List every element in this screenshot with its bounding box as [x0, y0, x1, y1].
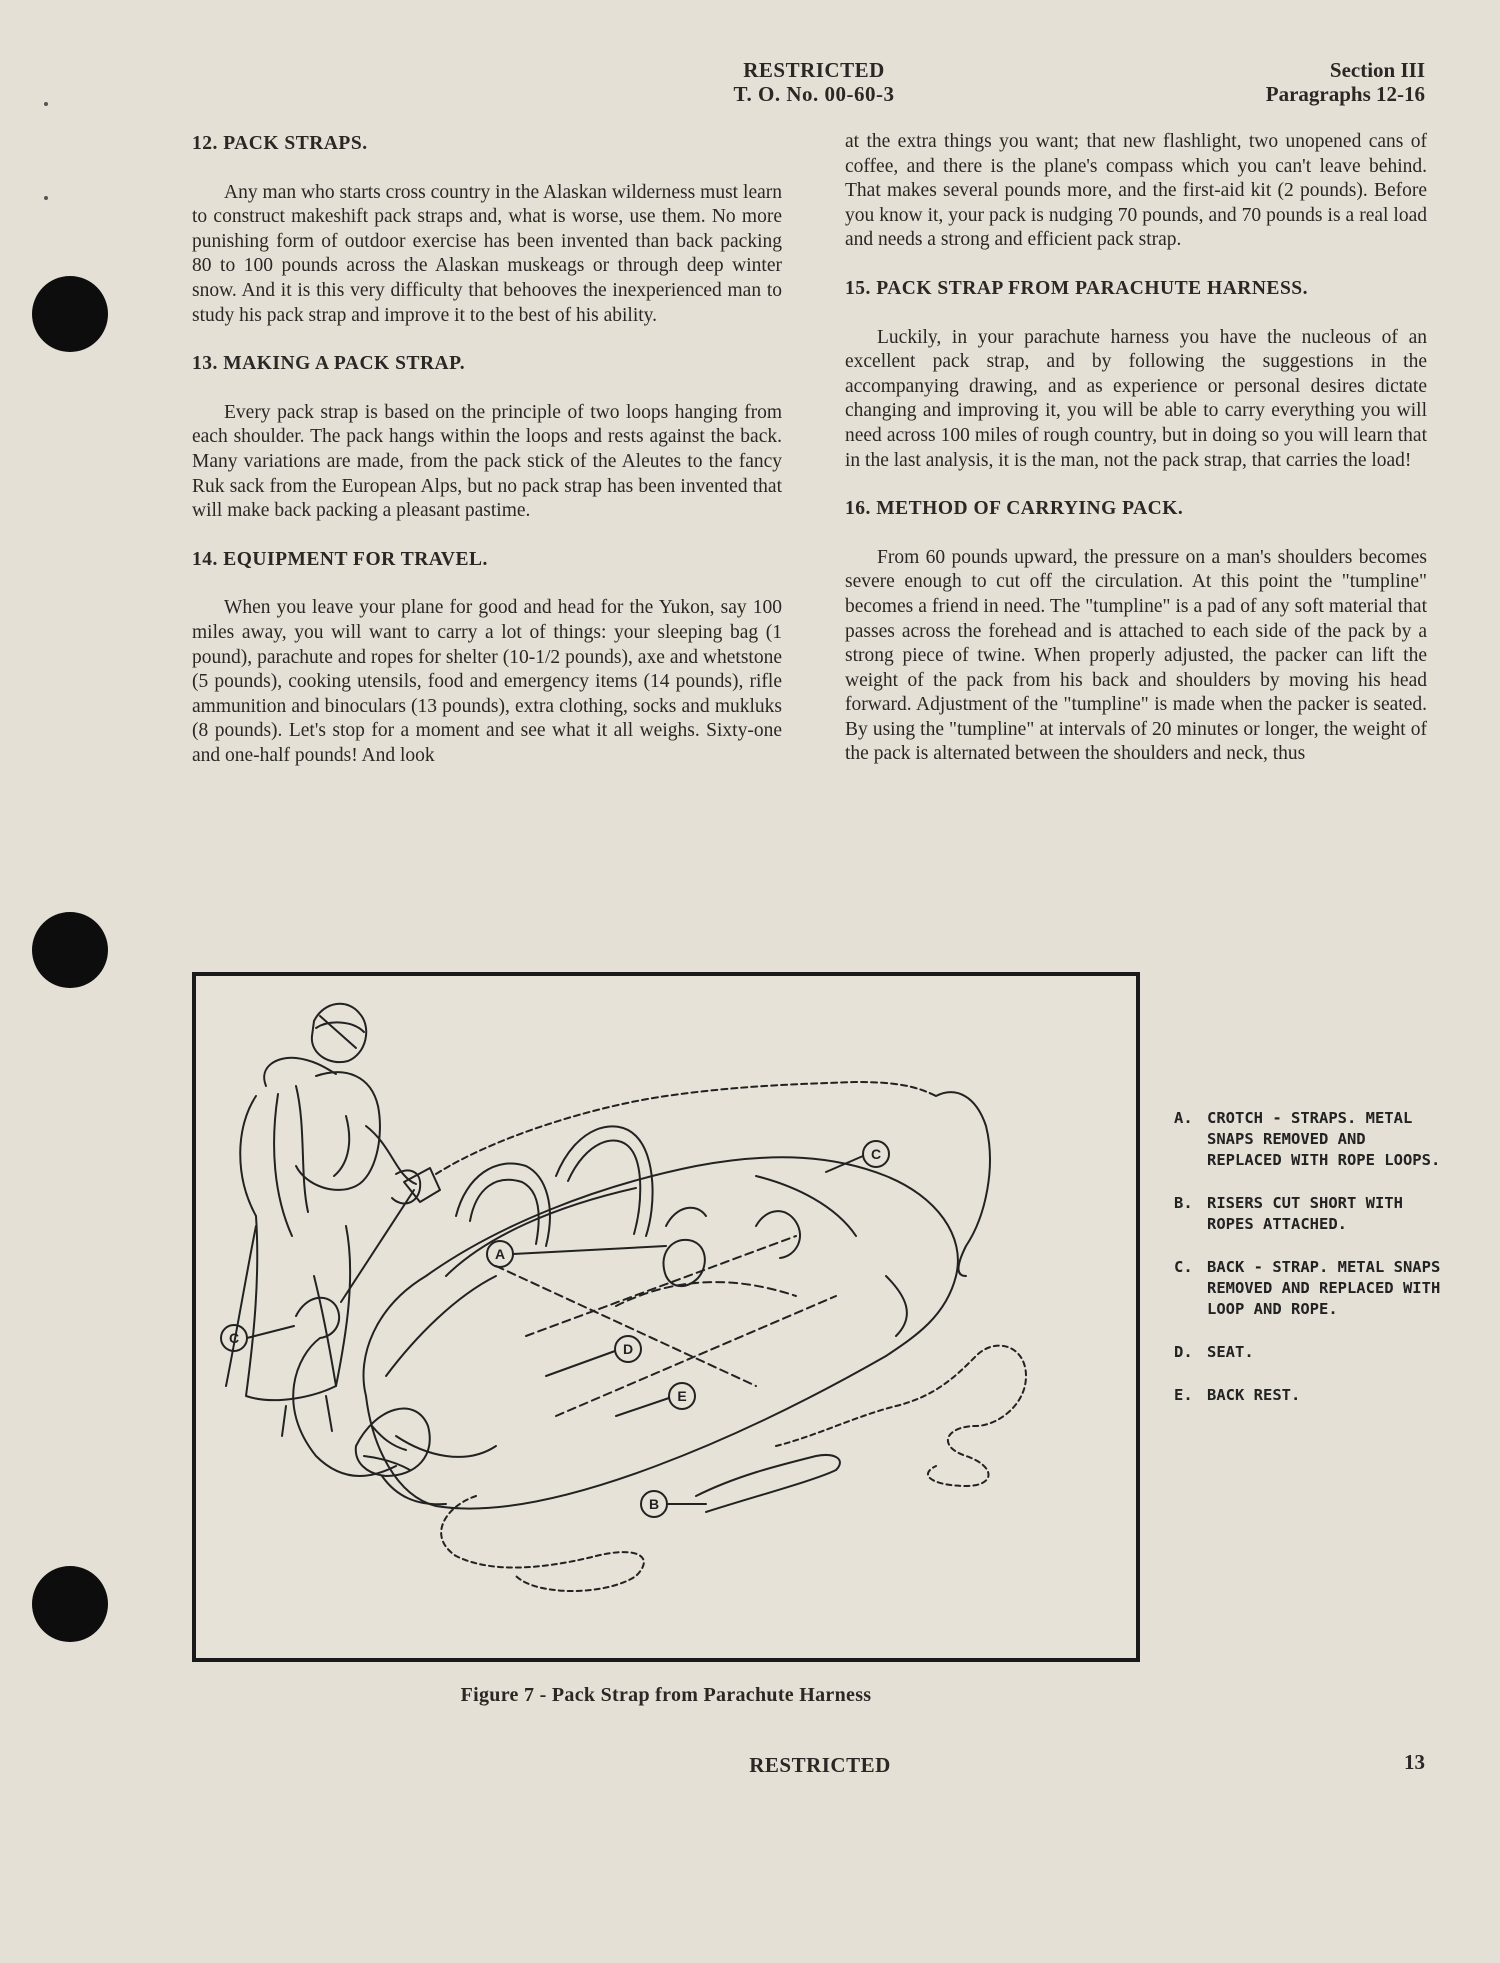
figure-legend	[1174, 1108, 1444, 1428]
binder-hole-middle	[32, 912, 108, 988]
section-12-heading: 12. PACK STRAPS.	[192, 133, 368, 154]
page-header-right	[1125, 58, 1425, 106]
man-figure	[226, 1004, 420, 1436]
section-15-heading: 15. PACK STRAP FROM PARACHUTE HARNESS.	[845, 277, 1309, 299]
callout-a	[487, 1241, 666, 1267]
legend-text: RISERS CUT SHORT WITH ROPES ATTACHED.	[1207, 1194, 1403, 1233]
legend-item-e	[1174, 1385, 1444, 1406]
legend-text: CROTCH - STRAPS. METAL SNAPS REMOVED AND REPLACED WITH ROPE LOOPS.	[1207, 1109, 1441, 1169]
harness-straps	[456, 1126, 836, 1416]
section-16-heading: 16. METHOD OF CARRYING PACK.	[845, 498, 1184, 520]
section-13-heading: 13. MAKING A PACK STRAP.	[192, 353, 466, 375]
callout-c-right-label: C	[870, 1146, 882, 1162]
footer-classification: RESTRICTED	[749, 1753, 891, 1777]
legend-item-b	[1174, 1193, 1444, 1235]
legend-item-c	[1174, 1257, 1444, 1320]
legend-key: A.	[1174, 1109, 1193, 1127]
legend-key: C.	[1174, 1258, 1193, 1276]
section-14-continuation: at the extra things you want; that new flashlight, two unopened cans of coffee, and there is the plane's compass which you can't leave behind. That makes several pounds more, and the first-aid kit (2 pounds). Before you know it, your pack is nudging 70 pounds, and 70 pounds is a real load and needs a strong and efficient pack strap.	[845, 131, 1427, 251]
callout-d-label: D	[622, 1341, 634, 1357]
header-paragraphs: Paragraphs 12-16	[1265, 82, 1425, 106]
header-section: Section III	[1329, 58, 1425, 82]
rope-upper	[436, 1082, 936, 1174]
pack-gathered-end	[356, 1409, 446, 1505]
binder-hole-top	[32, 276, 108, 352]
legend-item-a	[1174, 1108, 1444, 1171]
callout-e-label: E	[677, 1388, 687, 1404]
binder-hole-bottom	[32, 1566, 108, 1642]
left-column	[192, 132, 782, 768]
legend-key: D.	[1174, 1343, 1193, 1361]
legend-text: BACK REST.	[1207, 1386, 1301, 1404]
rope-lower-right	[776, 1346, 1026, 1486]
axe	[341, 1168, 440, 1302]
section-15-paragraph: Luckily, in your parachute harness you have the nucleous of an excellent pack strap, and by following the suggestions in the accompanying drawing, and as experience or personal desires dictate changing and improving it, you will be able to carry everything you will need across 100 miles of rough country, but in doing so you will learn that in the last analysis, it is the man, not the pack strap, that carries the load!	[845, 326, 1427, 471]
paper-speck	[44, 196, 48, 200]
figure-caption: Figure 7 - Pack Strap from Parachute Harness	[460, 1684, 872, 1706]
pack-bag	[364, 1157, 958, 1508]
callout-a-label: A	[494, 1246, 506, 1262]
legend-key: B.	[1174, 1194, 1193, 1212]
riser-strap	[696, 1455, 840, 1512]
callout-b-label: B	[648, 1496, 660, 1512]
pack-strap-drawing	[196, 976, 1136, 1658]
header-doc-number: T. O. No. 00-60-3	[733, 82, 895, 106]
legend-text: SEAT.	[1207, 1343, 1254, 1361]
legend-item-d	[1174, 1342, 1444, 1363]
section-13-paragraph: Every pack strap is based on the principle of two loops hanging from each shoulder. The pack hangs within the loops and rests against the back. Many variations are made, from the pack stick of the Aleutes to the fancy Ruk sack from the European Alps, but no pack strap has been invented that will make back packing a pleasant pastime.	[192, 401, 782, 522]
section-16-paragraph: From 60 pounds upward, the pressure on a man's shoulders becomes severe enough to cut off the circulation. At this point the "tumpline" becomes a friend in need. The "tumpline" is a pad of any soft material that passes across the forehead and is attached to each side of the pack by a strong piece of twine. When properly adjusted, the packer can lift the weight of the pack from his back and shoulders by moving his head forward. Adjustment of the "tumpline" is made when the packer is seated. By using the "tumpline" at intervals of 20 minutes or longer, the weight of the pack is alternated between the shoulders and neck, thus	[845, 546, 1427, 765]
legend-key: E.	[1174, 1386, 1193, 1404]
right-column	[845, 130, 1427, 767]
figure-7-illustration	[192, 972, 1140, 1662]
section-14-paragraph: When you leave your plane for good and head for the Yukon, say 100 miles away, you will want to carry a lot of things: your sleeping bag (1 pound), parachute and ropes for shelter (10-1/2 pounds), axe and whetstone (5 pounds), cooking utensils, food and emergency items (14 pounds), rifle ammunition and binoculars (13 pounds), extra clothing, socks and mukluks (8 pounds). Let's stop for a moment and see what it all weighs. Sixty-one and one-half pounds! And look	[192, 597, 782, 766]
page-header-center	[600, 58, 1028, 106]
back-strap-right	[936, 1092, 990, 1276]
paper-speck	[44, 102, 48, 106]
callout-c-left-label: C	[228, 1330, 240, 1346]
section-14-heading: 14. EQUIPMENT FOR TRAVEL.	[192, 548, 488, 570]
header-classification: RESTRICTED	[743, 58, 885, 82]
rope-lower-left	[441, 1496, 644, 1591]
legend-text: BACK - STRAP. METAL SNAPS REMOVED AND REPLACED WITH LOOP AND ROPE.	[1207, 1258, 1441, 1318]
section-12-paragraph: Any man who starts cross country in the Alaskan wilderness must learn to construct makeshift pack straps and, what is worse, use them. No more punishing form of outdoor exercise has been invented than back packing 80 to 100 pounds across the Alaskan muskeags or through deep winter snow. And it is this very difficulty that behooves the inexperienced man to study his pack strap and improve it to the best of his ability.	[192, 181, 782, 326]
page-number: 13	[1404, 1750, 1425, 1774]
